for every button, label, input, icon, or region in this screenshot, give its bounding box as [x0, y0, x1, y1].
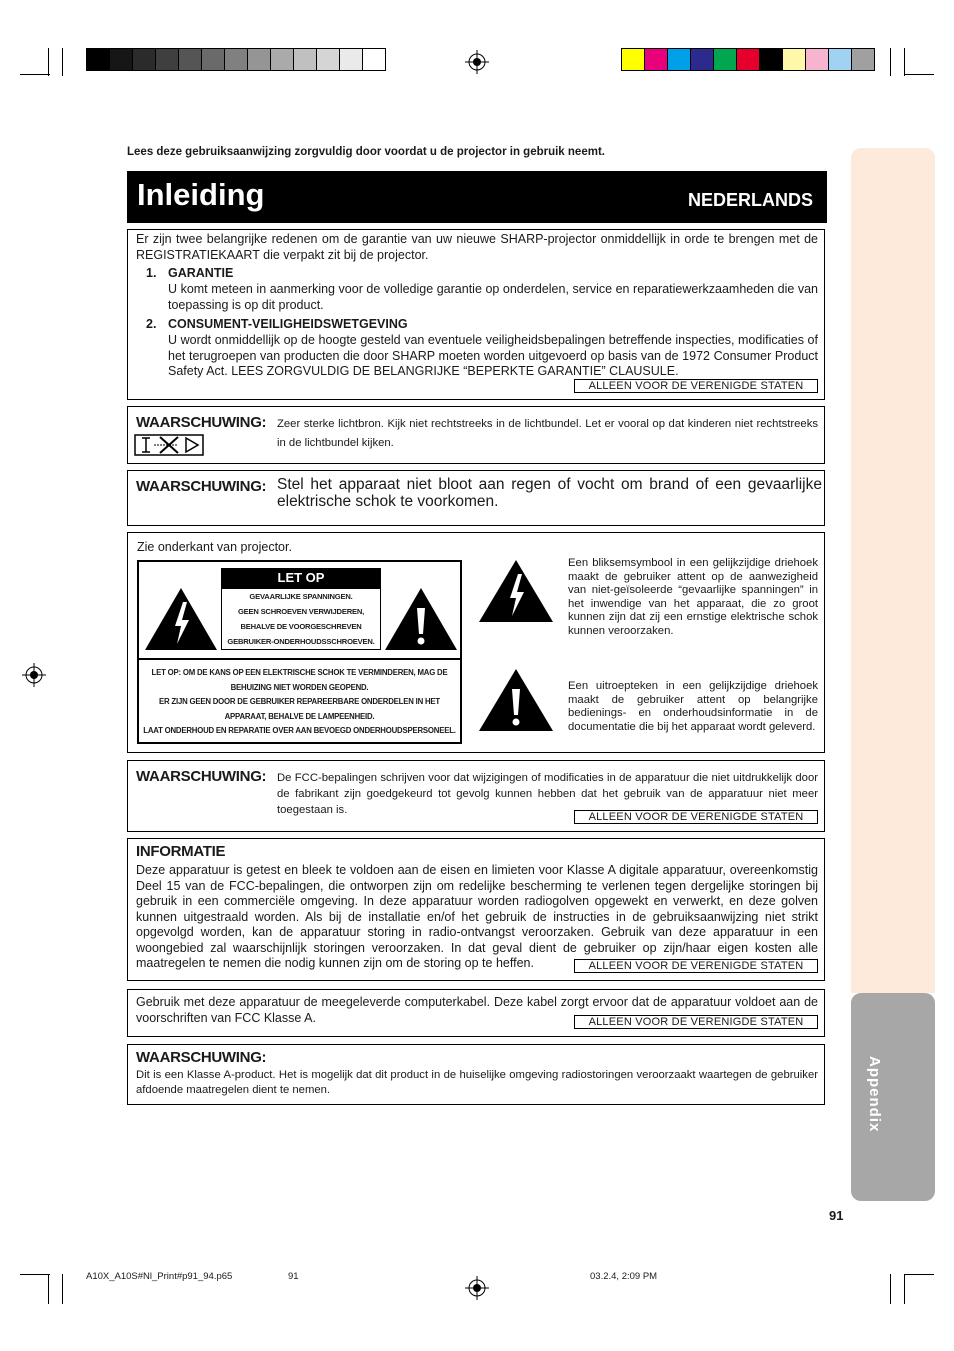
let-op-line: GEBRUIKER-ONDERHOUDSSCHROEVEN.	[227, 637, 375, 646]
exclamation-explanation: Een uitroepteken in een gelijkzijdige driehoek maakt de gebruiker attent op belangrijke bedienings- en onderhoudsinformatie in de documentatie die bij het apparaat wordt geleverd.	[568, 680, 818, 733]
warning-label: WAARSCHUWING:	[136, 768, 267, 785]
footer-page: 91	[288, 1271, 299, 1282]
us-only-tag: ALLEEN VOOR DE VERENIGDE STATEN	[574, 1015, 818, 1029]
color-swatch	[363, 49, 385, 70]
registration-mark-icon	[22, 663, 46, 687]
color-swatch	[783, 49, 806, 70]
list-title: CONSUMENT-VEILIGHEIDSWETGEVING	[168, 317, 408, 331]
crop-mark	[62, 48, 63, 76]
color-swatch	[829, 49, 852, 70]
crop-mark	[904, 1274, 905, 1304]
lightning-warning-icon	[477, 558, 555, 624]
no-look-into-beam-icon	[134, 434, 204, 456]
lightning-warning-icon	[143, 586, 219, 652]
warning-label: WAARSCHUWING:	[136, 414, 267, 431]
color-swatch	[225, 49, 248, 70]
exclamation-warning-icon	[477, 667, 555, 733]
crop-mark	[904, 74, 934, 75]
color-swatch	[714, 49, 737, 70]
color-swatch	[271, 49, 294, 70]
title-bar	[127, 171, 827, 223]
registration-mark-icon	[465, 50, 489, 74]
registration-mark-icon	[465, 1276, 489, 1300]
color-swatch	[248, 49, 271, 70]
caution-line: APPARAAT, BEHALVE DE LAMPEENHEID.	[224, 711, 375, 721]
side-tab-background	[851, 148, 935, 993]
caution-bottom-text	[141, 666, 458, 739]
label-caption: Zie onderkant van projector.	[137, 540, 292, 554]
appendix-tab-label: Appendix	[866, 1056, 883, 1133]
warning-box	[127, 760, 825, 832]
caution-label-card	[137, 560, 462, 744]
color-swatch	[317, 49, 340, 70]
information-box	[127, 838, 825, 981]
let-op-line: BEHALVE DE VOORGESCHREVEN	[240, 622, 362, 631]
color-swatch	[110, 49, 133, 70]
warning-text: De FCC-bepalingen schrijven voor dat wijzigingen of modificaties in de apparatuur die niet uitdrukkelijk door de fabrikant zijn goedgekeurd tot gevolg kunnen hebben dat het gebruik van de apparatuur niet meer toegestaan is.	[277, 772, 818, 816]
information-text: Deze apparatuur is getest en bleek te voldoen aan de eisen en limieten voor Klasse A digitale apparatuur, overeenkomstig Deel 15 van de FCC-bepalingen, die ontworpen zijn om redelijke bescherming te verlenen tegen dergelijke storingen bij gebruik in een commerciële omgeving. In deze apparatuur worden radiogolven opgewekt en verwerkt, en deze golven kunnen uitgestraald worden. Als bij de installatie en/of het gebruik de instructies in de gebruiksaanwijzing niet strikt opgevolgd worden, kan de apparatuur storing in radio-ontvangst veroorzaken. Gebruik van deze apparatuur in een woongebied zal waarschijnlijk storingen veroorzaken. In dat geval dient de gebruiker op zijn/haar eigen kosten alle maatregelen te nemen die nodig kunnen zijn om de storing op te heffen.	[136, 863, 818, 970]
information-label: INFORMATIE	[136, 843, 226, 860]
caution-line: LAAT ONDERHOUD EN REPARATIE OVER AAN BEVOEGD ONDERHOUDSPERSONEEL.	[143, 726, 456, 735]
color-swatch	[156, 49, 179, 70]
card-divider	[139, 658, 460, 660]
guarantee-box	[127, 229, 825, 400]
color-swatch	[294, 49, 317, 70]
caution-line: ER ZIJN GEEN DOOR DE GEBRUIKER REPAREERBARE ONDERDELEN IN HET	[159, 697, 440, 706]
warning-text: Dit is een Klasse A-product. Het is mogelijk dat dit product in de huiselijke omgeving radiostoringen veroorzaakt waartegen de gebruiker afdoende maatregelen dient te nemen.	[136, 1069, 818, 1096]
warning-text: Stel het apparaat niet bloot aan regen of vocht om brand of een gevaarlijke elektrische schok te voorkomen.	[277, 476, 822, 510]
cable-box	[127, 989, 825, 1037]
cable-text: Gebruik met deze apparatuur de meegeleverde computerkabel. Deze kabel zorgt ervoor dat de apparatuur voldoet aan de voorschriften van FCC Klasse A.	[136, 995, 818, 1025]
crop-mark	[62, 1274, 63, 1304]
color-swatch	[87, 49, 110, 70]
warning-text: Zeer sterke lichtbron. Kijk niet rechtstreeks in de lichtbundel. Let er vooral op dat kinderen niet rechtstreeks in de lichtbundel kijken.	[277, 418, 818, 449]
crop-mark	[20, 1274, 50, 1275]
color-swatch	[645, 49, 668, 70]
grayscale-color-bar	[86, 48, 386, 71]
warning-box	[127, 406, 825, 464]
color-swatch	[806, 49, 829, 70]
page-number: 91	[829, 1208, 844, 1223]
let-op-line: GEEN SCHROEVEN VERWIJDEREN,	[237, 607, 365, 616]
list-number: 1.	[146, 266, 157, 280]
crop-mark	[48, 1274, 49, 1304]
us-only-tag: ALLEEN VOOR DE VERENIGDE STATEN	[574, 959, 818, 973]
footer-date: 03.2.4, 2:09 PM	[590, 1271, 658, 1282]
color-swatch	[691, 49, 714, 70]
warning-label: WAARSCHUWING:	[136, 478, 267, 495]
let-op-line: GEVAARLIJKE SPANNINGEN.	[249, 592, 353, 601]
list-title: GARANTIE	[168, 266, 234, 280]
us-only-tag: ALLEEN VOOR DE VERENIGDE STATEN	[574, 379, 818, 393]
color-swatch	[340, 49, 363, 70]
exclamation-warning-icon	[383, 586, 459, 652]
page-title: Inleiding	[137, 177, 265, 212]
color-swatch	[668, 49, 691, 70]
list-number: 2.	[146, 317, 157, 331]
warning-box	[127, 1044, 825, 1105]
caution-line: LET OP: OM DE KANS OP EEN ELEKTRISCHE SCHOK TE VERMINDEREN, MAG DE	[151, 668, 448, 677]
crop-mark	[48, 48, 49, 76]
crop-mark	[890, 48, 891, 76]
color-swatch	[852, 49, 874, 70]
color-swatch	[760, 49, 783, 70]
list-text: U komt meteen in aanmerking voor de volledige garantie op onderdelen, service en reparatiewerkzaamheden die van toepassing is op dit product.	[168, 282, 818, 312]
footer-file: A10X_A10S#Nl_Print#p91_94.p65	[86, 1271, 233, 1282]
crop-mark	[904, 1274, 934, 1275]
color-swatch	[737, 49, 760, 70]
us-only-tag: ALLEEN VOOR DE VERENIGDE STATEN	[574, 810, 818, 824]
caution-line: BEHUIZING NIET WORDEN GEOPEND.	[230, 682, 369, 692]
crop-mark	[20, 74, 50, 75]
color-bar	[621, 48, 875, 71]
color-swatch	[202, 49, 225, 70]
list-text: U wordt onmiddellijk op de hoogte gesteld van eventuele veiligheidsbepalingen betreffende inspecties, modificaties of het terugroepen van producten die door SHARP moeten worden uitgevoerd op basis van de 1972 Consumer Product Safety Act. LEES ZORGVULDIG DE BELANGRIJKE “BEPERKTE GARANTIE” CLAUSULE.	[168, 333, 818, 378]
intro-text: Lees deze gebruiksaanwijzing zorgvuldig door voordat u de projector in gebruik neemt.	[127, 146, 605, 158]
crop-mark	[904, 48, 905, 76]
language-label: NEDERLANDS	[687, 190, 813, 210]
color-swatch	[179, 49, 202, 70]
let-op-body	[221, 588, 381, 650]
guarantee-intro: Er zijn twee belangrijke redenen om de garantie van uw nieuwe SHARP-projector onmiddellijk in orde te brengen met de REGISTRATIEKAART die verpakt zit bij de projector.	[136, 232, 818, 262]
let-op-header: LET OP	[221, 568, 381, 588]
lightning-explanation: Een bliksemsymbool in een gelijkzijdige driehoek maakt de gebruiker attent op de aanwezigheid van niet-geïsoleerde “gevaarlijke spanningen” in het inwendige van het apparaat, die zo groot kunnen zijn dat zij een ernstige elektrische schok kunnen veroorzaken.	[568, 557, 818, 637]
warning-box	[127, 470, 825, 526]
color-swatch	[133, 49, 156, 70]
crop-mark	[890, 1274, 891, 1304]
color-swatch	[622, 49, 645, 70]
warning-label: WAARSCHUWING:	[136, 1049, 267, 1066]
